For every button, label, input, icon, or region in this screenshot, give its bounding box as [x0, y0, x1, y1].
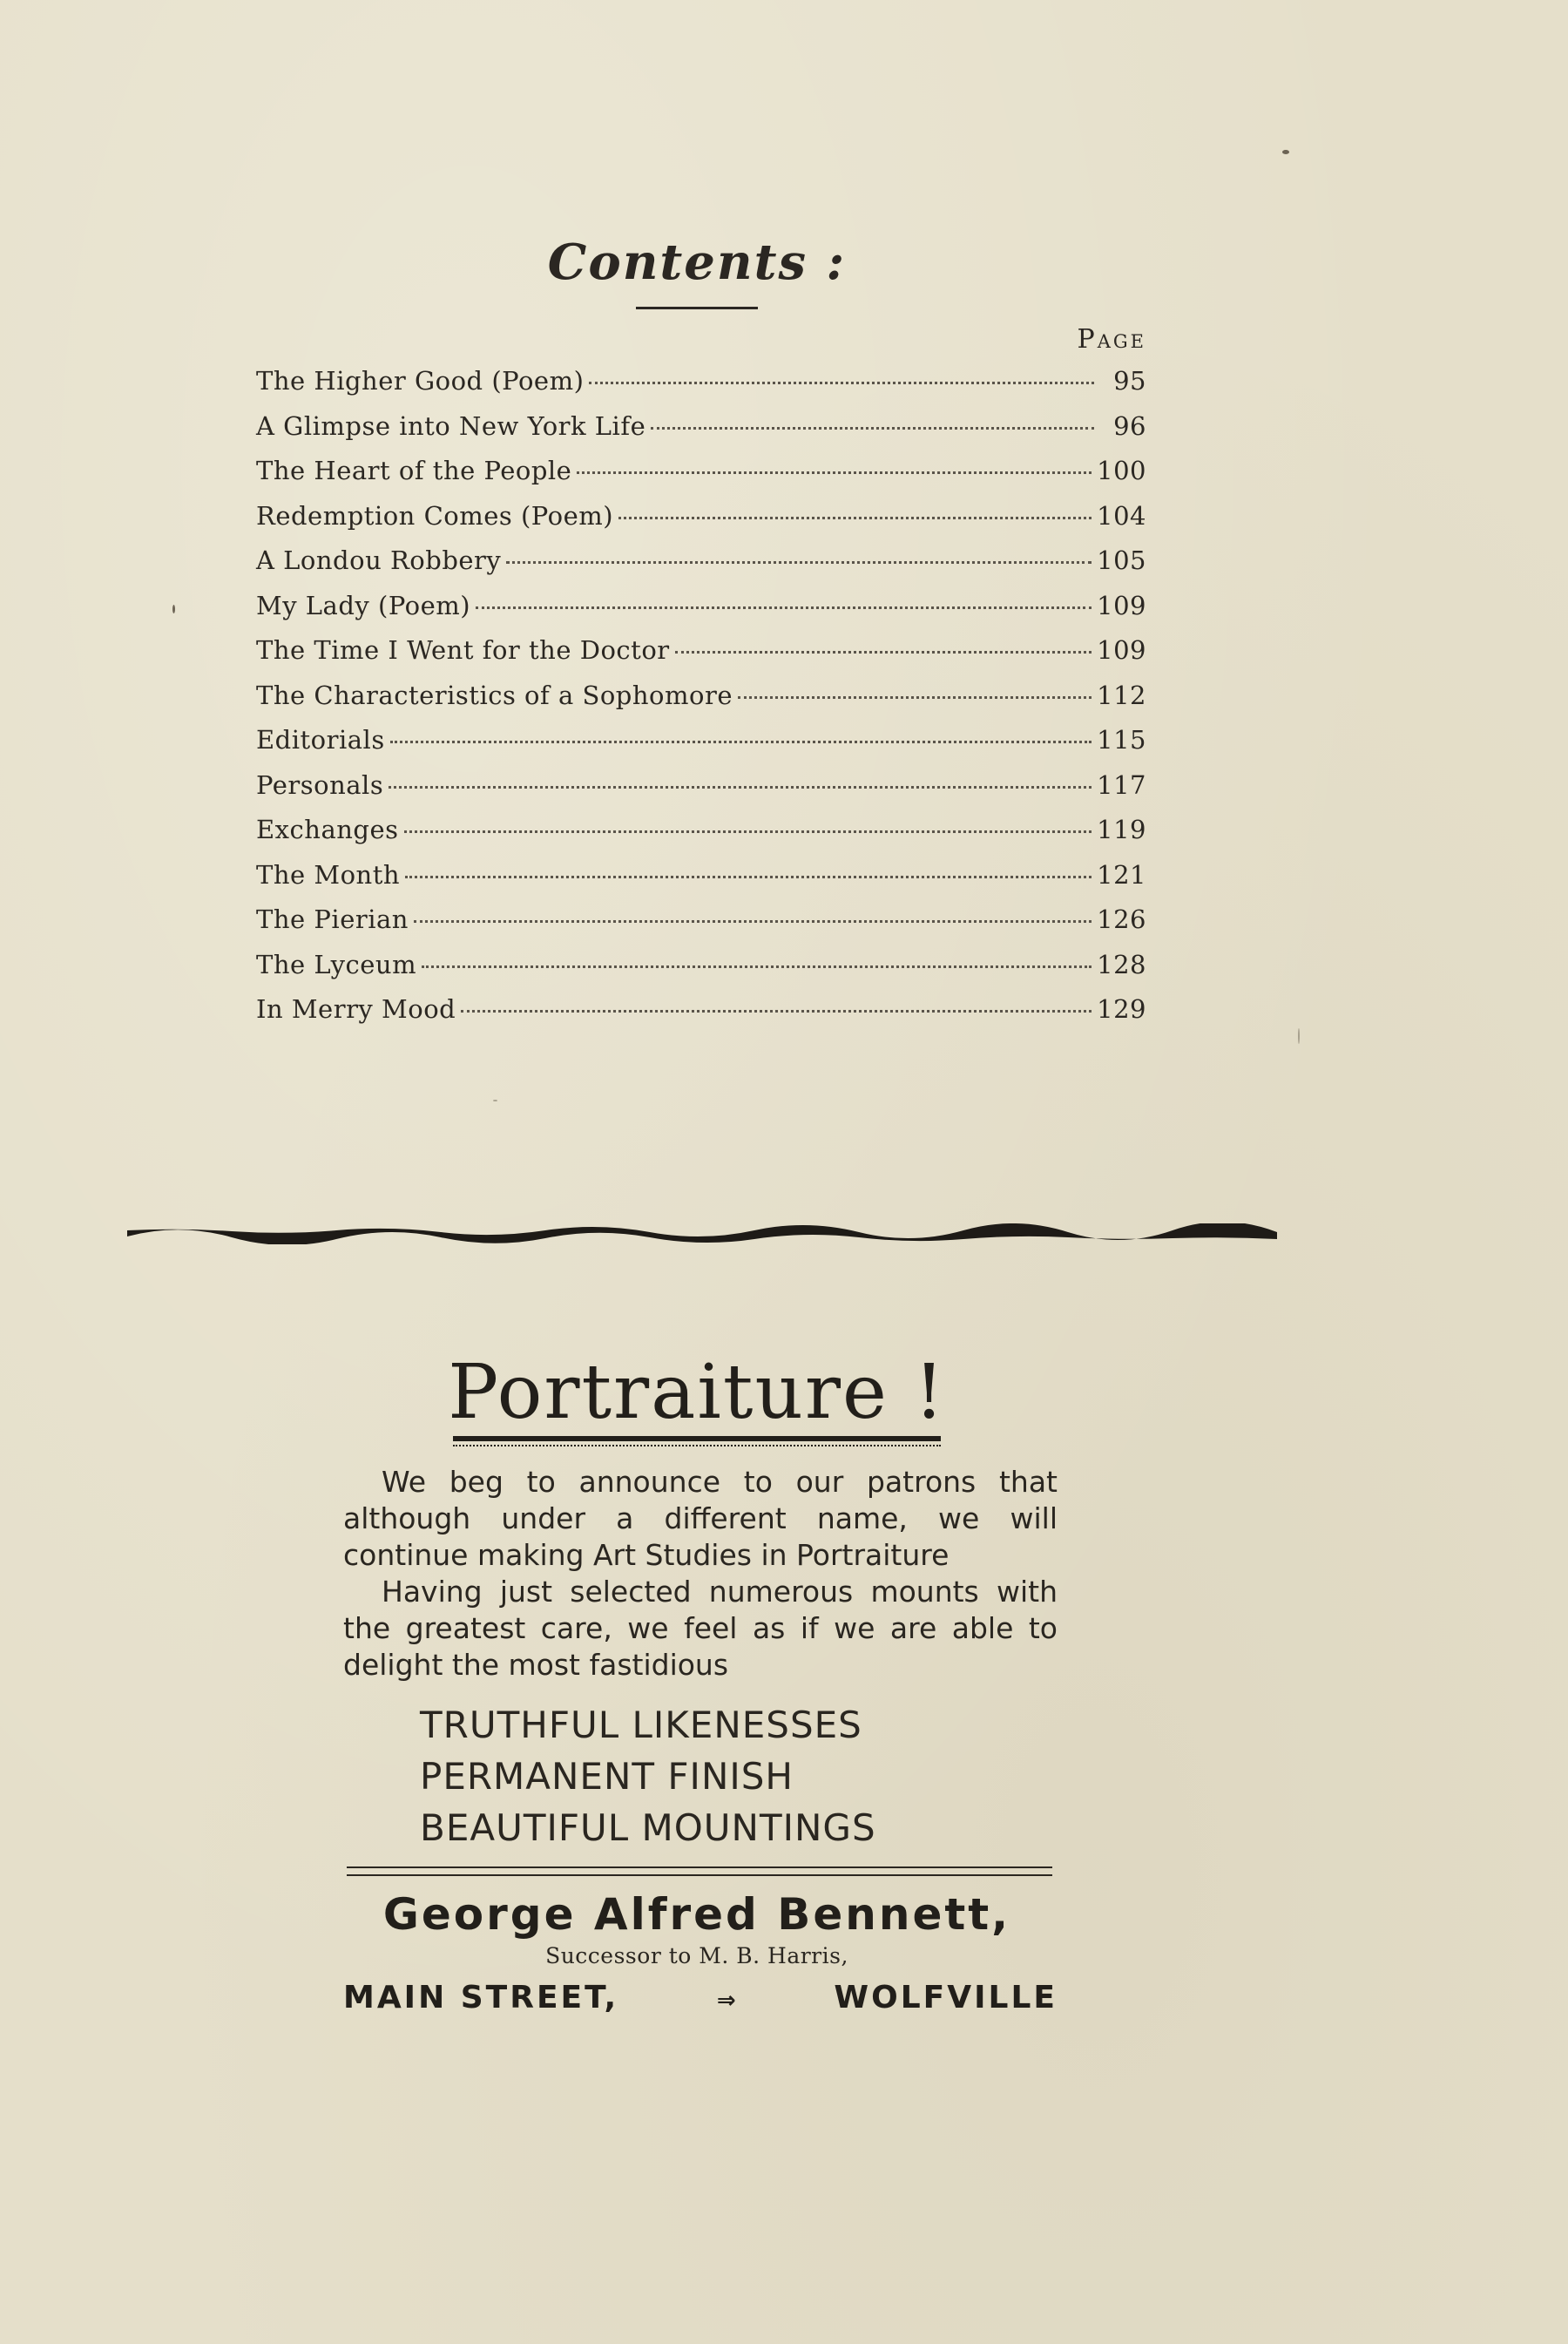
toc-entry	[256, 456, 1146, 501]
ornament-icon: ⇒	[716, 1988, 736, 2014]
toc-entry-page: 117	[1097, 769, 1146, 800]
toc-entry-page: 129	[1097, 994, 1146, 1024]
toc-entry	[256, 950, 1146, 995]
toc-entry-title: A Londou Robbery	[256, 545, 502, 575]
paper-speck	[1298, 1028, 1300, 1044]
toc-entry-title: The Heart of the People	[256, 456, 572, 485]
toc-entry-page: 96	[1113, 410, 1146, 441]
toc-leader-dots	[506, 561, 1092, 564]
toc-entry-page: 104	[1097, 500, 1146, 531]
toc-entry	[256, 994, 1146, 1040]
toc-entry	[256, 366, 1146, 411]
toc-entry-page: 109	[1097, 590, 1146, 620]
toc-leader-dots	[414, 920, 1092, 923]
toc-entry	[256, 725, 1146, 770]
toc-entry-title: The Time I Went for the Doctor	[256, 635, 670, 665]
ad-body	[343, 1464, 1058, 1683]
toc-leader-dots	[422, 965, 1092, 968]
paper-speck	[493, 1100, 497, 1101]
ad-paragraph: We beg to announce to our patrons that although under a different name, we will continue making Art Studies in Portraiture	[343, 1465, 1058, 1572]
toc-entry-title: In Merry Mood	[256, 994, 456, 1024]
toc-entry-page: 126	[1097, 904, 1146, 934]
toc-leader-dots	[738, 696, 1092, 699]
toc-entry-title: A Glimpse into New York Life	[256, 410, 646, 441]
toc-leader-dots	[589, 382, 1094, 384]
section-divider	[127, 1223, 1277, 1244]
ad-feature: BEAUTIFUL MOUNTINGS	[420, 1806, 876, 1849]
toc-entry-title: The Higher Good (Poem)	[256, 366, 585, 396]
toc-entry-title: Redemption Comes (Poem)	[256, 500, 614, 531]
ad-address	[343, 1980, 1058, 2015]
toc-entry-title: The Lyceum	[256, 949, 417, 979]
toc-entry-page: 128	[1097, 949, 1146, 979]
toc-entry	[256, 860, 1146, 905]
ad-headline-underline	[453, 1436, 941, 1441]
toc-entry	[256, 591, 1146, 636]
ad-double-rule-top	[347, 1866, 1052, 1868]
toc-entry-title: The Month	[256, 859, 401, 890]
toc-entry	[256, 501, 1146, 546]
ad-feature-list	[420, 1699, 876, 1853]
table-of-contents	[256, 366, 1146, 1040]
toc-entry-page: 115	[1097, 725, 1146, 755]
toc-entry-title: Personals	[256, 769, 384, 800]
toc-entry-page: 119	[1097, 815, 1146, 844]
toc-entry	[256, 635, 1146, 681]
toc-entry	[256, 411, 1146, 457]
toc-entry-title: My Lady (Poem)	[256, 590, 471, 620]
toc-leader-dots	[675, 651, 1092, 654]
toc-leader-dots	[651, 427, 1094, 430]
toc-leader-dots	[476, 606, 1092, 609]
toc-entry	[256, 815, 1146, 860]
toc-entry-page: 112	[1097, 680, 1146, 710]
toc-entry-page: 105	[1097, 545, 1146, 575]
toc-leader-dots	[618, 517, 1092, 519]
paper-speck	[172, 605, 175, 613]
toc-entry-page: 121	[1097, 859, 1146, 890]
ad-feature: PERMANENT FINISH	[420, 1755, 794, 1798]
toc-leader-dots	[390, 741, 1092, 743]
ad-feature: TRUTHFUL LIKENESSES	[420, 1704, 862, 1746]
toc-leader-dots	[405, 876, 1092, 878]
successor-line: Successor to M. B. Harris,	[545, 1943, 848, 1968]
toc-entry-title: The Pierian	[256, 904, 409, 934]
toc-entry-title: Editorials	[256, 725, 385, 755]
town-name: WOLFVILLE	[834, 1980, 1058, 2015]
ad-headline: Portraiture !	[448, 1349, 946, 1436]
toc-entry	[256, 545, 1146, 591]
contents-heading: Contents :	[547, 234, 847, 291]
page-column-heading: Page	[1077, 324, 1146, 355]
toc-leader-dots	[461, 1010, 1092, 1013]
toc-entry	[256, 904, 1146, 950]
toc-entry	[256, 770, 1146, 816]
proprietor-name: George Alfred Bennett,	[382, 1889, 1011, 1940]
toc-entry-title: Exchanges	[256, 815, 399, 844]
toc-entry	[256, 681, 1146, 726]
toc-leader-dots	[577, 471, 1092, 474]
toc-leader-dots	[404, 830, 1092, 833]
toc-entry-page: 100	[1097, 456, 1146, 485]
street-name: MAIN STREET,	[343, 1980, 619, 2015]
toc-entry-title: The Characteristics of a Sophomore	[256, 680, 733, 710]
toc-leader-dots	[389, 786, 1092, 789]
toc-entry-page: 109	[1097, 635, 1146, 665]
ad-headline-dotted-rule	[453, 1445, 941, 1446]
ad-double-rule-bottom	[347, 1874, 1052, 1876]
ad-paragraph: Having just selected numerous mounts with the greatest care, we feel as if we are able to delight the most fastidious	[343, 1575, 1058, 1682]
contents-heading-rule	[636, 307, 758, 309]
paper-speck	[1282, 150, 1289, 154]
toc-entry-page: 95	[1113, 366, 1146, 396]
